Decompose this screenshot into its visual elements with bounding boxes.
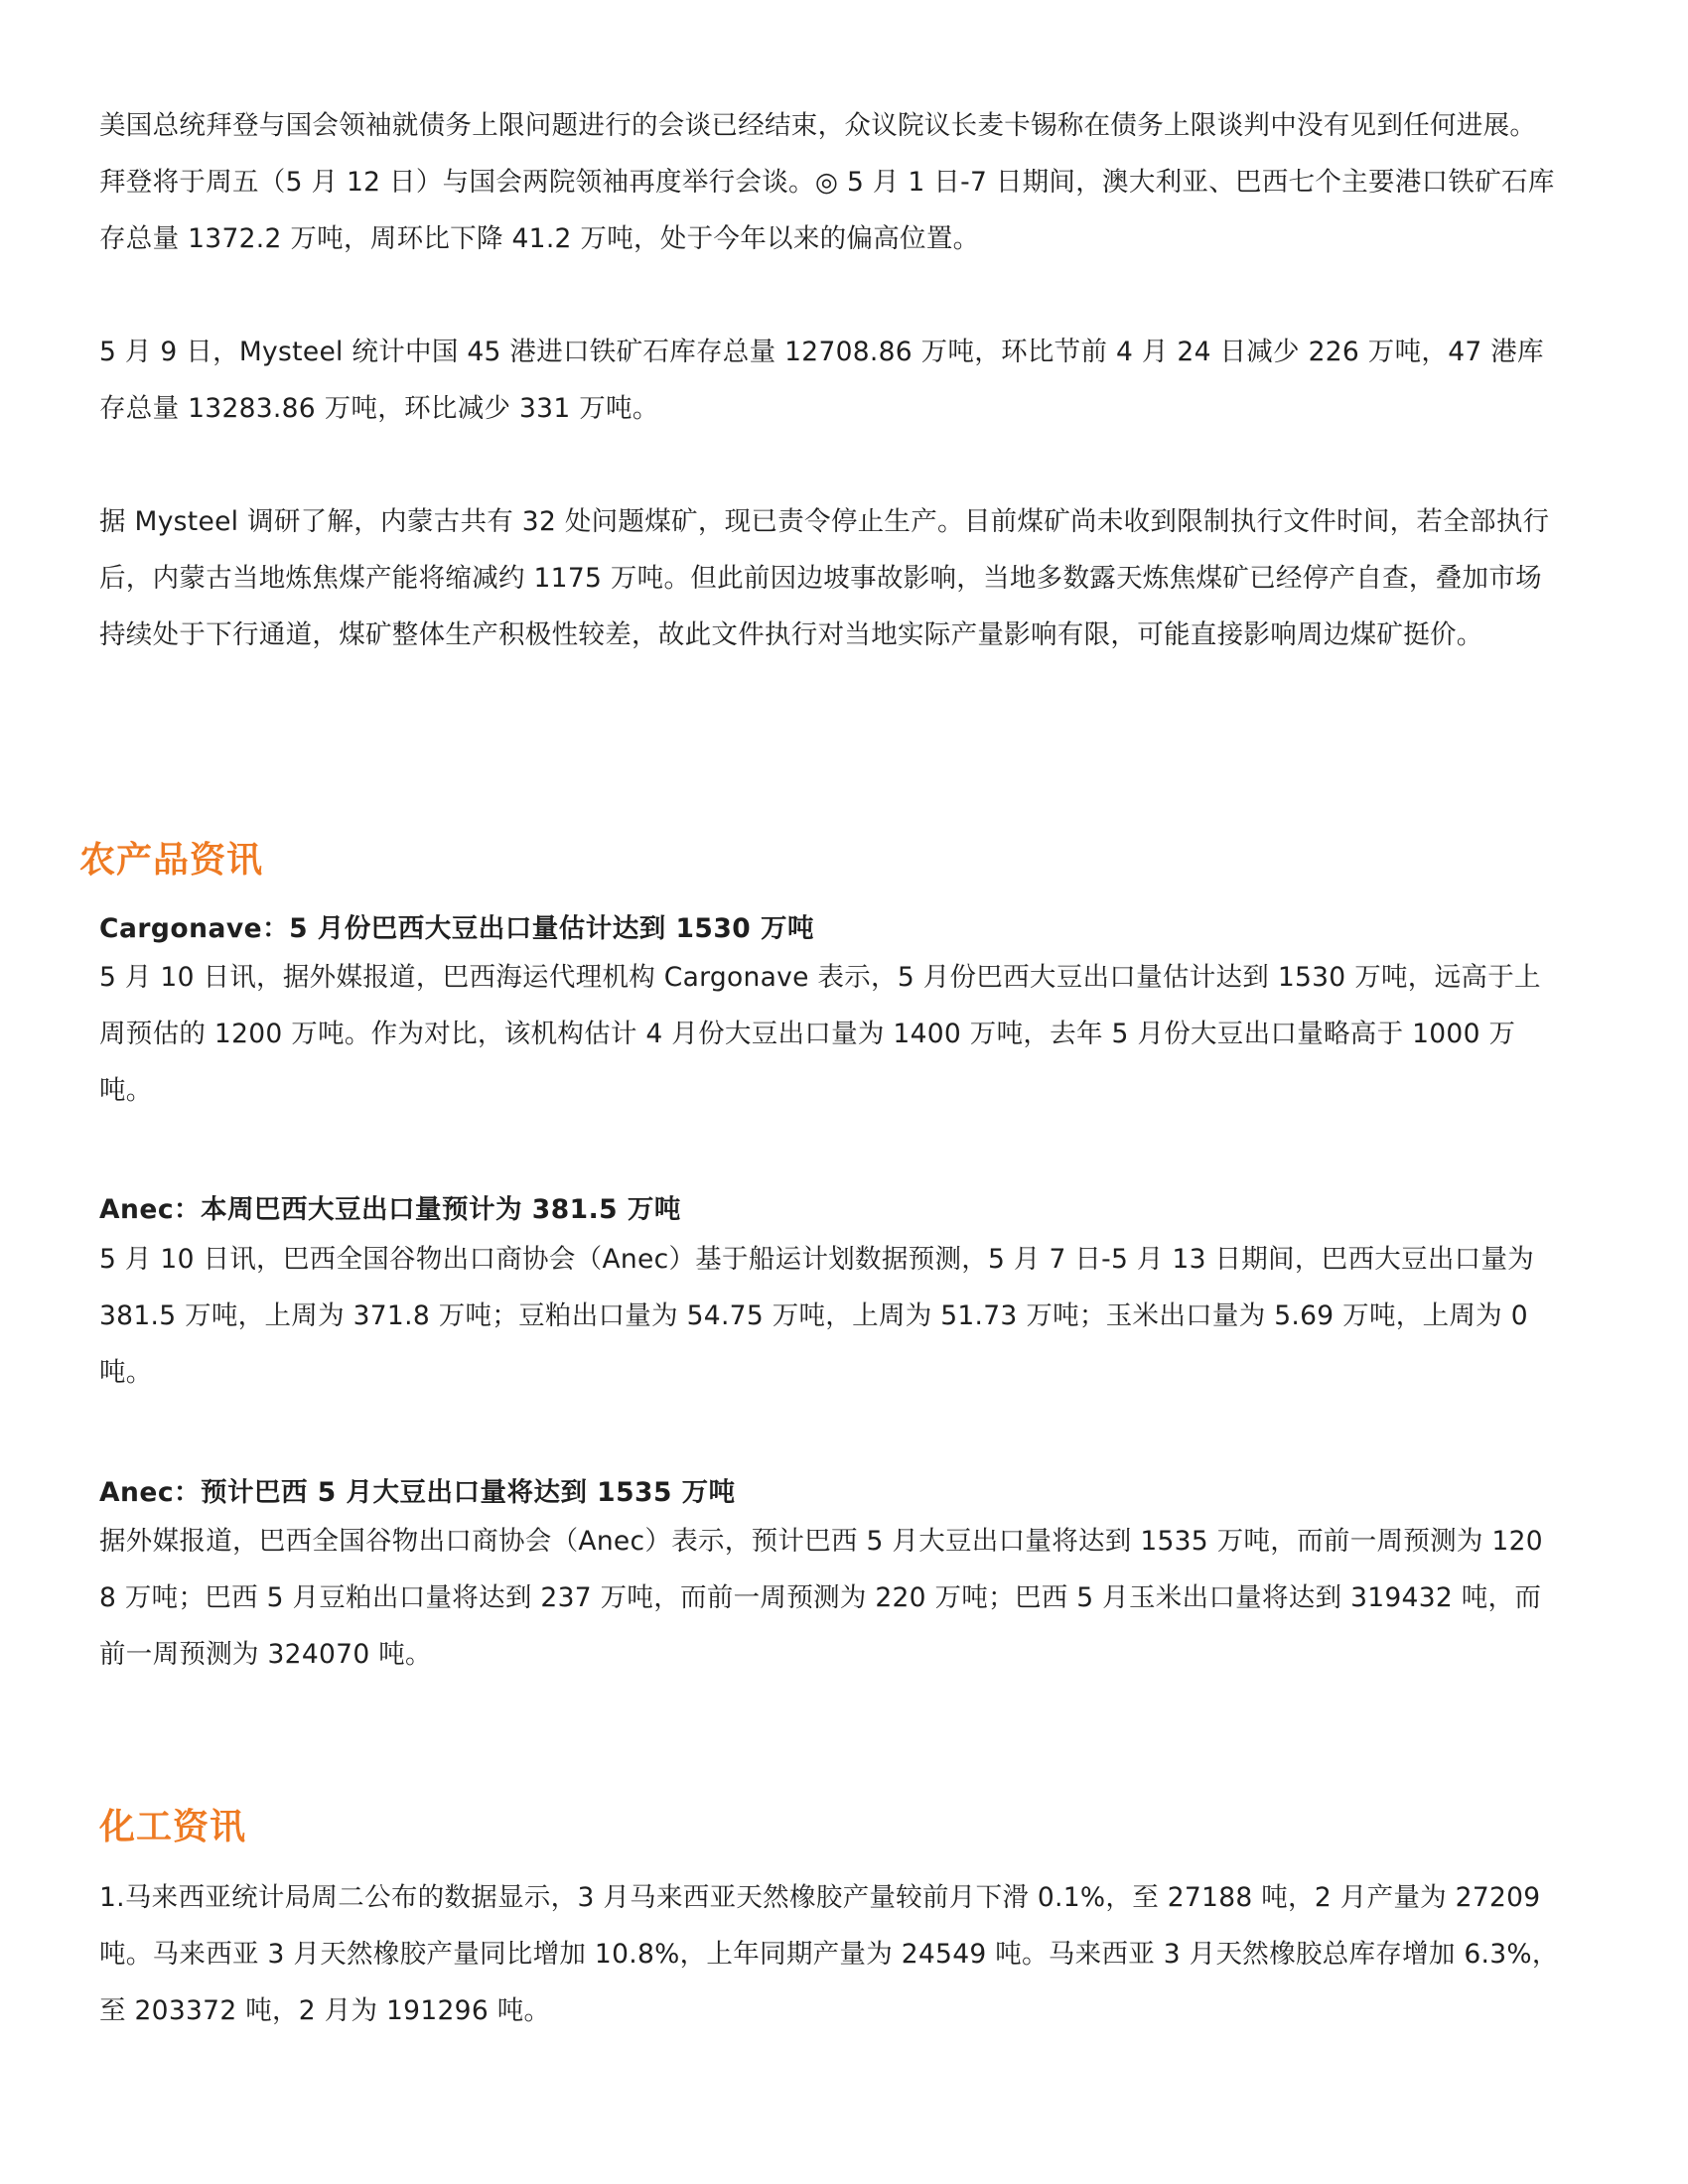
agri-news-title-3: Anec：预计巴西 5 月大豆出口量将达到 1535 万吨 xyxy=(99,1477,736,1508)
agri-news-body-2: 5 月 10 日讯，巴西全国谷物出口商协会（Anec）基于船运计划数据预测，5 月 7 日-5 月 13 日期间，巴西大豆出口量为 381.5 万吨，上周为 371.8 万吨；豆粕出口量为 54.75 万吨，上周为 51.73 万吨；玉米出口量为 5.69 万吨，上周为 0 吨。 xyxy=(99,1244,1535,1388)
intro-paragraph-port-inventory: 5 月 9 日，Mysteel 统计中国 45 港进口铁矿石库存总量 12708.86 万吨，环比节前 4 月 24 日减少 226 万吨，47 港库存总量 13283.86 万吨，环比减少 331 万吨。 xyxy=(99,337,1544,424)
section-title-chem: 化工资讯 xyxy=(99,1807,247,1847)
intro-paragraph-debt-ceiling: 美国总统拜登与国会领袖就债务上限问题进行的会谈已经结束，众议院议长麦卡锡称在债务上限谈判中没有见到任何进展。拜登将于周五（5 月 12 日）与国会两院领袖再度举行会谈。◎ 5 月 1 日-7 日期间，澳大利亚、巴西七个主要港口铁矿石库存总量 1372.2 万吨，周环比下降 41.2 万吨，处于今年以来的偏高位置。 xyxy=(99,110,1555,254)
agri-news-title-2: Anec：本周巴西大豆出口量预计为 381.5 万吨 xyxy=(99,1194,681,1225)
agri-news-body-3: 据外媒报道，巴西全国谷物出口商协会（Anec）表示，预计巴西 5 月大豆出口量将达到 1535 万吨，而前一周预测为 1208 万吨；巴西 5 月豆粕出口量将达到 237 万吨，而前一周预测为 220 万吨；巴西 5 月玉米出口量将达到 319432 吨，而前一周预测为 324070 吨。 xyxy=(99,1526,1543,1670)
agri-news-body-1: 5 月 10 日讯，据外媒报道，巴西海运代理机构 Cargonave 表示，5 月份巴西大豆出口量估计达到 1530 万吨，远高于上周预估的 1200 万吨。作为对比，该机构估计 4 月份大豆出口量为 1400 万吨，去年 5 月份大豆出口量略高于 1000 万吨。 xyxy=(99,962,1541,1106)
section-title-agri: 农产品资讯 xyxy=(79,840,264,881)
chem-news-body: 1.马来西亚统计局周二公布的数据显示，3 月马来西亚天然橡胶产量较前月下滑 0.1%，至 27188 吨，2 月产量为 27209 吨。马来西亚 3 月天然橡胶产量同比增加 10.8%，上年同期产量为 24549 吨。马来西亚 3 月天然橡胶总库存增加 6.3%，至 203372 吨，2 月为 191296 吨。 xyxy=(99,1882,1559,2026)
agri-news-title-1: Cargonave：5 月份巴西大豆出口量估计达到 1530 万吨 xyxy=(99,913,814,944)
intro-paragraph-inner-mongolia-coal: 据 Mysteel 调研了解，内蒙古共有 32 处问题煤矿，现已责令停止生产。目前煤矿尚未收到限制执行文件时间，若全部执行后，内蒙古当地炼焦煤产能将缩减约 1175 万吨。但此前因边坡事故影响，当地多数露天炼焦煤矿已经停产自查，叠加市场持续处于下行通道，煤矿整体生产积极性较差，故此文件执行对当地实际产量影响有限，可能直接影响周边煤矿挺价。 xyxy=(99,506,1550,650)
